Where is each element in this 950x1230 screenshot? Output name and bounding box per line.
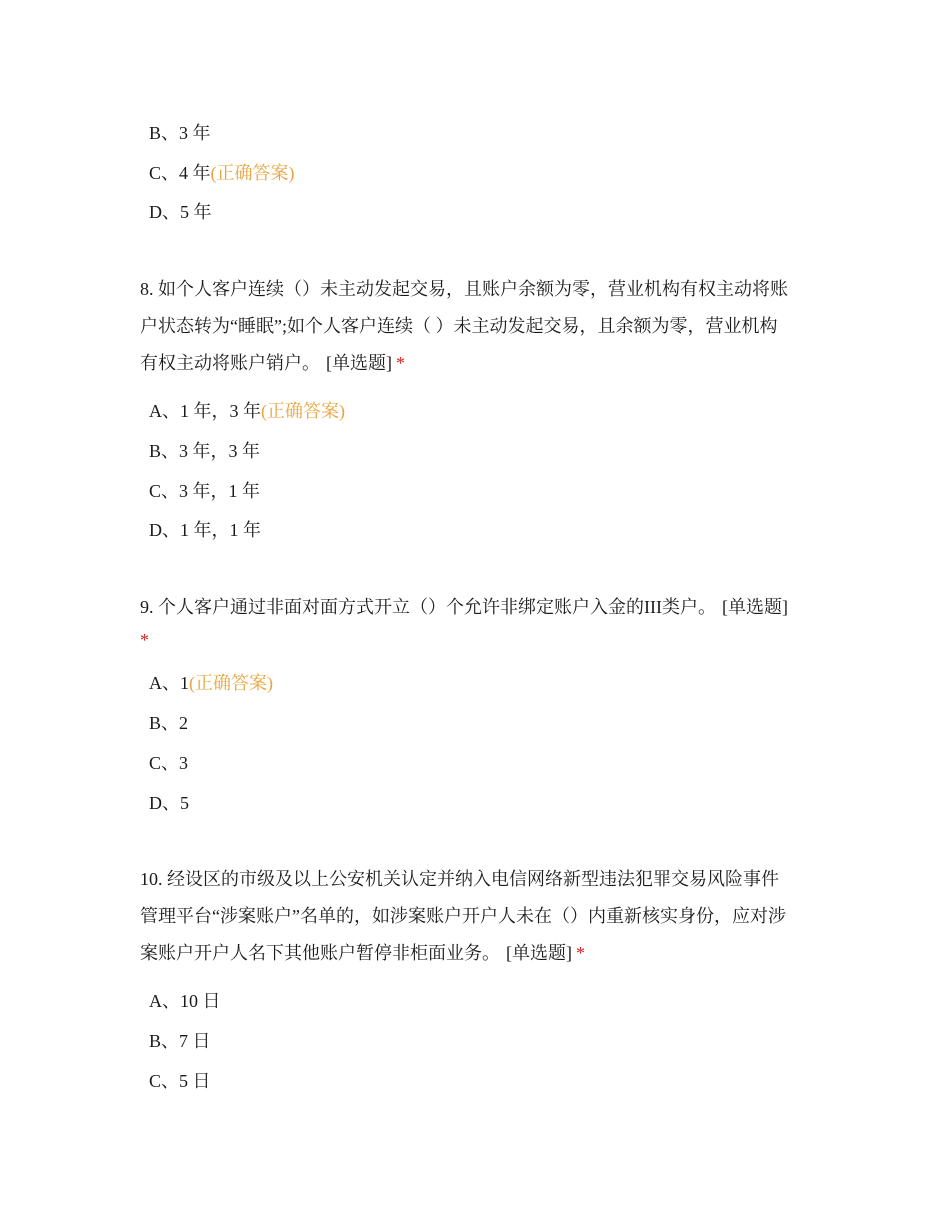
question-first-line [140, 589, 820, 626]
option-text: D、5 年 [149, 202, 212, 222]
q10-option-a [149, 989, 221, 1013]
required-mark: * [140, 630, 149, 650]
q8-option-d [149, 518, 261, 542]
question-line: 8. 如个人客户连续（）未主动发起交易，且账户余额为零，营业机构有权主动将账 [140, 279, 788, 299]
question-8 [140, 271, 820, 382]
option-text: D、5 [149, 793, 189, 813]
q7-option-b [149, 121, 211, 145]
option-text: A、1 年，3 年 [149, 401, 261, 421]
option-text: A、10 日 [149, 991, 221, 1011]
option-text: B、3 年 [149, 123, 211, 143]
question-type-label: [单选题] [326, 353, 392, 373]
q9-option-a [149, 671, 273, 695]
question-line: 管理平台“涉案账户”名单的，如涉案账户开户人未在（）内重新核实身份，应对涉 [140, 906, 786, 926]
correct-answer-tag: (正确答案) [261, 401, 345, 421]
question-9 [140, 589, 820, 654]
q7-option-d [149, 200, 212, 224]
option-text: B、3 年，3 年 [149, 441, 261, 461]
question-type-label: [单选题] [721, 597, 788, 617]
option-text: B、7 日 [149, 1031, 211, 1051]
option-text: C、5 日 [149, 1071, 211, 1091]
q9-option-c [149, 751, 188, 775]
option-text: A、1 [149, 673, 189, 693]
required-mark: * [576, 943, 585, 963]
correct-answer-tag: (正确答案) [210, 163, 295, 183]
question-line: 有权主动将账户销户。 [140, 353, 320, 373]
q9-option-d [149, 791, 189, 815]
question-line: 10. 经设区的市级及以上公安机关认定并纳入电信网络新型违法犯罪交易风险事件 [140, 869, 779, 889]
question-last-line [140, 935, 820, 972]
question-line: 户状态转为“睡眠”;如个人客户连续（ ）未主动发起交易，且余额为零，营业机构 [140, 316, 778, 336]
option-text: C、3 年，1 年 [149, 481, 261, 501]
question-last-line [140, 345, 820, 382]
q8-option-a [149, 399, 345, 423]
option-text: B、2 [149, 713, 189, 733]
q7-option-c [149, 161, 295, 185]
q10-option-b [149, 1029, 211, 1053]
required-mark: * [396, 353, 405, 373]
option-text: C、3 [149, 753, 189, 773]
q8-option-c [149, 479, 260, 503]
q9-option-b [149, 711, 188, 735]
option-text: D、1 年，1 年 [149, 520, 261, 540]
option-text: C、4 年 [149, 163, 211, 183]
question-10 [140, 861, 820, 972]
question-line: 9. 个人客户通过非面对面方式开立（）个允许非绑定账户入金的III类户。 [140, 597, 716, 617]
question-line: 案账户开户人名下其他账户暂停非柜面业务。 [140, 943, 500, 963]
question-type-label: [单选题] [506, 943, 572, 963]
correct-answer-tag: (正确答案) [189, 673, 273, 693]
q8-option-b [149, 439, 260, 463]
q10-option-c [149, 1069, 211, 1093]
